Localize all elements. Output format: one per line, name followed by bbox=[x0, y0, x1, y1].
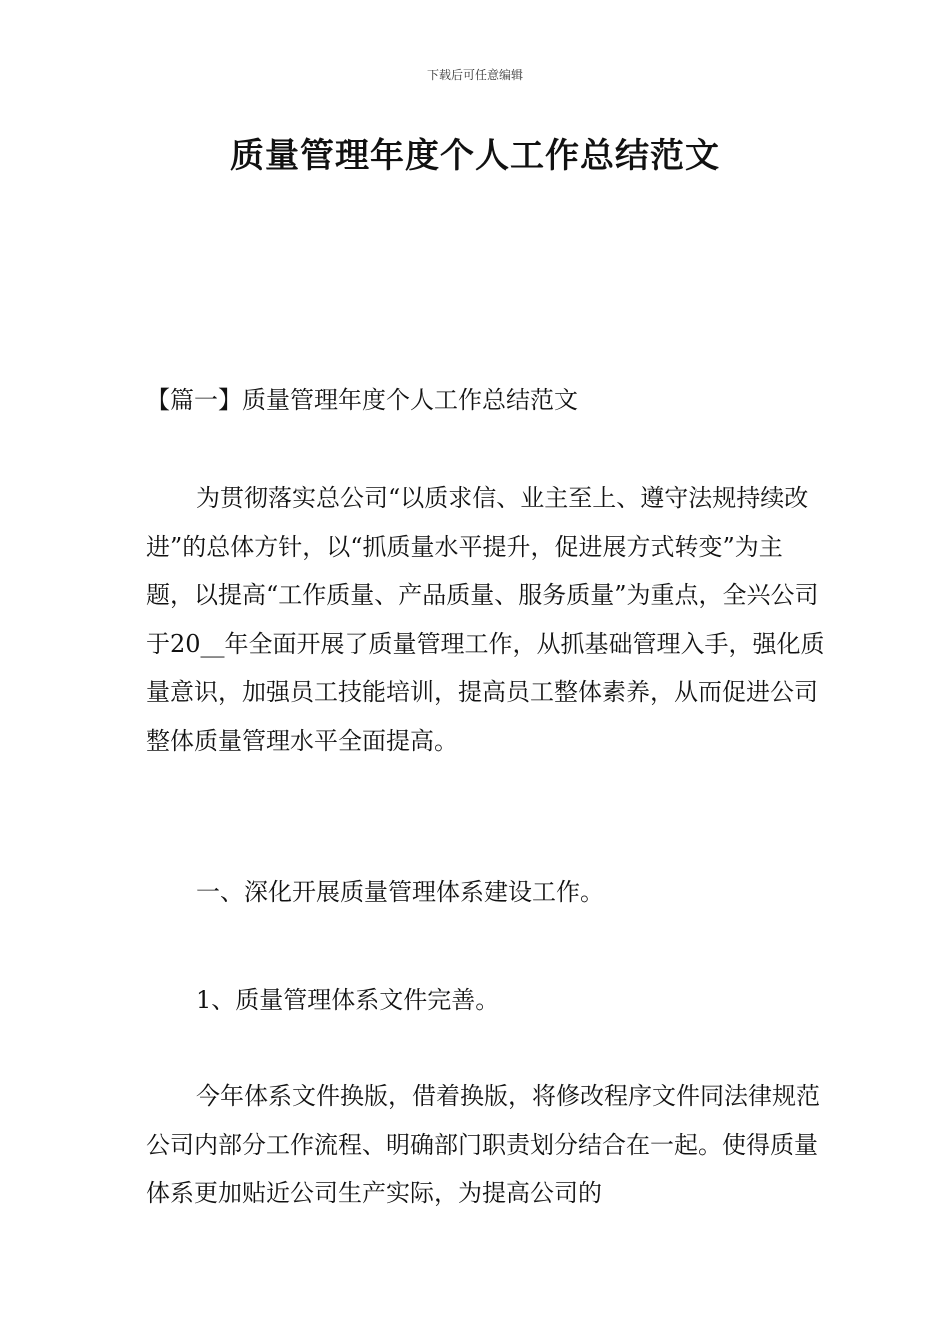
item-heading: 1、质量管理体系文件完善。 bbox=[196, 986, 500, 1014]
document-title: 质量管理年度个人工作总结范文 bbox=[230, 136, 720, 176]
paragraph-intro-text: 为贯彻落实总公司“以质求信、业主至上、遵守法规持续改进”的总体方针，以“抓质量水平提升，促进展方式转变”为主题，以提高“工作质量、产品质量、服务质量”为重点，全兴公司于20__年全面开展了质量管理工作，从抓基础管理入手，强化质量意识，加强员工技能培训，提高员工整体素养，从而促进公司整体质量管理水平全面提高。 bbox=[146, 484, 825, 755]
section-heading: 【篇一】质量管理年度个人工作总结范文 bbox=[146, 386, 578, 414]
subsection-heading: 一、深化开展质量管理体系建设工作。 bbox=[196, 878, 604, 906]
paragraph-intro bbox=[146, 474, 826, 765]
paragraph-body-text: 今年体系文件换版，借着换版，将修改程序文件同法律规范公司内部分工作流程、明确部门职责划分结合在一起。使得质量体系更加贴近公司生产实际，为提高公司的 bbox=[146, 1082, 820, 1207]
paragraph-body bbox=[146, 1072, 826, 1218]
header-note: 下载后可任意编辑 bbox=[426, 68, 523, 82]
